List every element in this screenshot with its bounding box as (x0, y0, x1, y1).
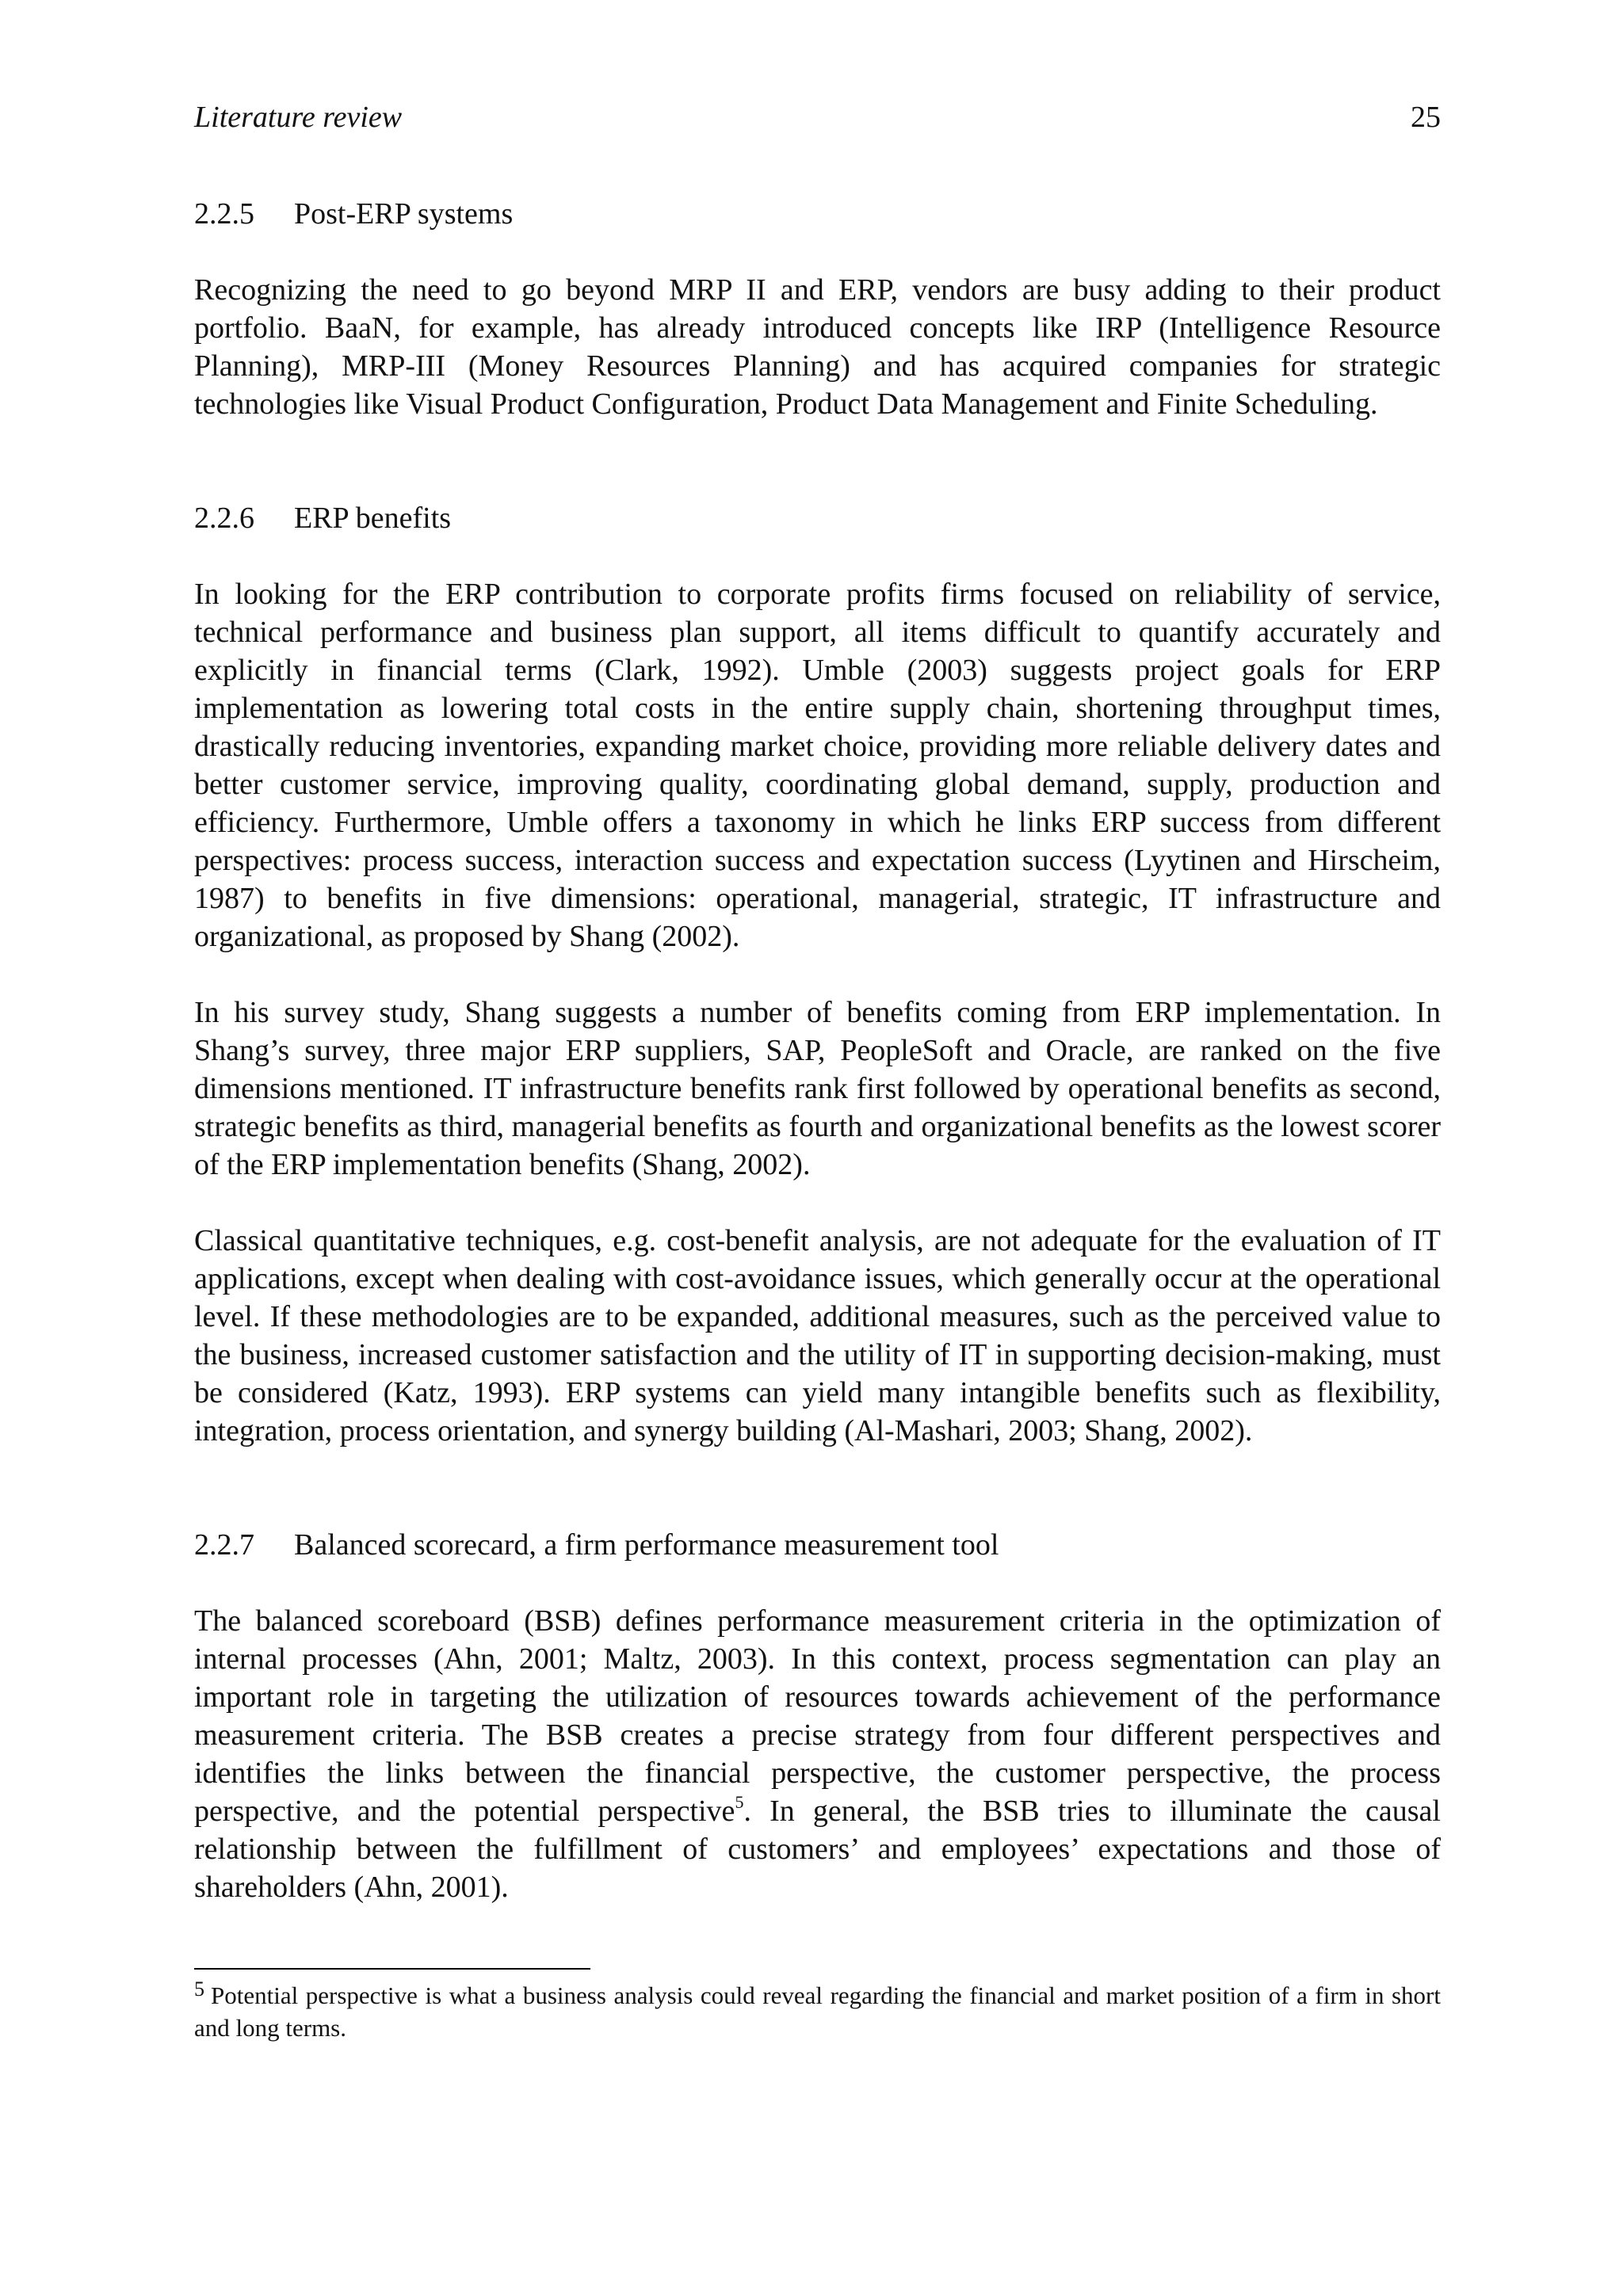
section-title: Balanced scorecard, a firm performance measurement tool (294, 1528, 999, 1562)
section-heading-2-2-5 (194, 195, 513, 233)
section-number: 2.2.6 (194, 502, 254, 535)
section-heading-2-2-7 (194, 1526, 999, 1564)
section-title: ERP benefits (294, 502, 452, 535)
footnote (194, 1979, 1441, 2044)
document-page (194, 0, 1441, 2296)
paragraph: Classical quantitative techniques, e.g. cost-benefit analysis, are not adequate for the evaluation of IT applications, except when dealing with cost-avoidance issues, which generally occur at the operational level. If these methodologies are to be expanded, additional measures, such as the perceived value to the business, increased customer satisfaction and the utility of IT in supporting decision-making, must be considered (Katz, 1993). ERP systems can yield many intangible benefits such as flexibility, integration, process orientation, and synergy building (Al-Mashari, 2003; Shang, 2002). (194, 1224, 1441, 1447)
paragraph-text: The balanced scoreboard (BSB) defines performance measurement criteria in the optimization of internal processes (Ahn, 2001; Maltz, 2003). In this context, process segmentation can play an important role in targeting the utilization of resources towards achievement of the performance measurement criteria. The BSB creates a precise strategy from four different perspectives and identifies the links between the financial perspective, the customer perspective, the process perspective, and the potential perspective (194, 1604, 1441, 1828)
footnote-reference[interactable]: 5 (735, 1792, 744, 1812)
paragraph: Recognizing the need to go beyond MRP II and ERP, vendors are busy adding to their product portfolio. BaaN, for example, has already introduced concepts like IRP (Intelligence Resource Planning), MRP-III (Money Resources Planning) and has acquired companies for strategic technologies like Visual Product Configuration, Product Data Management and Finite Scheduling. (194, 273, 1441, 421)
paragraph (194, 1602, 1441, 1906)
running-header (194, 97, 1441, 138)
section-number: 2.2.5 (194, 197, 254, 231)
page-number: 25 (1411, 101, 1441, 134)
paragraph: In looking for the ERP contribution to corporate profits firms focused on reliability of service, technical performance and business plan support, all items difficult to quantify accurately and explicitly in financial terms (Clark, 1992). Umble (2003) suggests project goals for ERP implementation as lowering total costs in the entire supply chain, shortening throughput times, drastically reducing inventories, expanding market choice, providing more reliable delivery dates and better customer service, improving quality, coordinating global demand, supply, production and efficiency. Furthermore, Umble offers a taxonomy in which he links ERP success from different perspectives: process success, interaction success and expectation success (Lyytinen and Hirscheim, 1987) to benefits in five dimensions: operational, managerial, strategic, IT infrastructure and organizational, as proposed by Shang (2002). (194, 578, 1441, 953)
footnote-separator (194, 1968, 590, 1970)
section-heading-2-2-6 (194, 499, 451, 537)
paragraph-text: . In general, the BSB tries to illuminate the causal relationship between the fulfillment of customers’ and employees’ expectations and those of shareholders (Ahn, 2001). (194, 1794, 1441, 1904)
section-title: Post-ERP systems (294, 197, 514, 231)
section-number: 2.2.7 (194, 1528, 254, 1562)
footnote-marker: 5 (194, 1978, 204, 2000)
paragraph: In his survey study, Shang suggests a number of benefits coming from ERP implementation. In Shang’s survey, three major ERP suppliers, SAP, PeopleSoft and Oracle, are ranked on the five dimensions mentioned. IT infrastructure benefits rank first followed by operational benefits as second, strategic benefits as third, managerial benefits as fourth and organizational benefits as the lowest scorer of the ERP implementation benefits (Shang, 2002). (194, 996, 1441, 1181)
running-header-title: Literature review (194, 101, 403, 134)
footnote-text: Potential perspective is what a business analysis could reveal regarding the financial and market position of a firm in short and long terms. (194, 1981, 1441, 2042)
